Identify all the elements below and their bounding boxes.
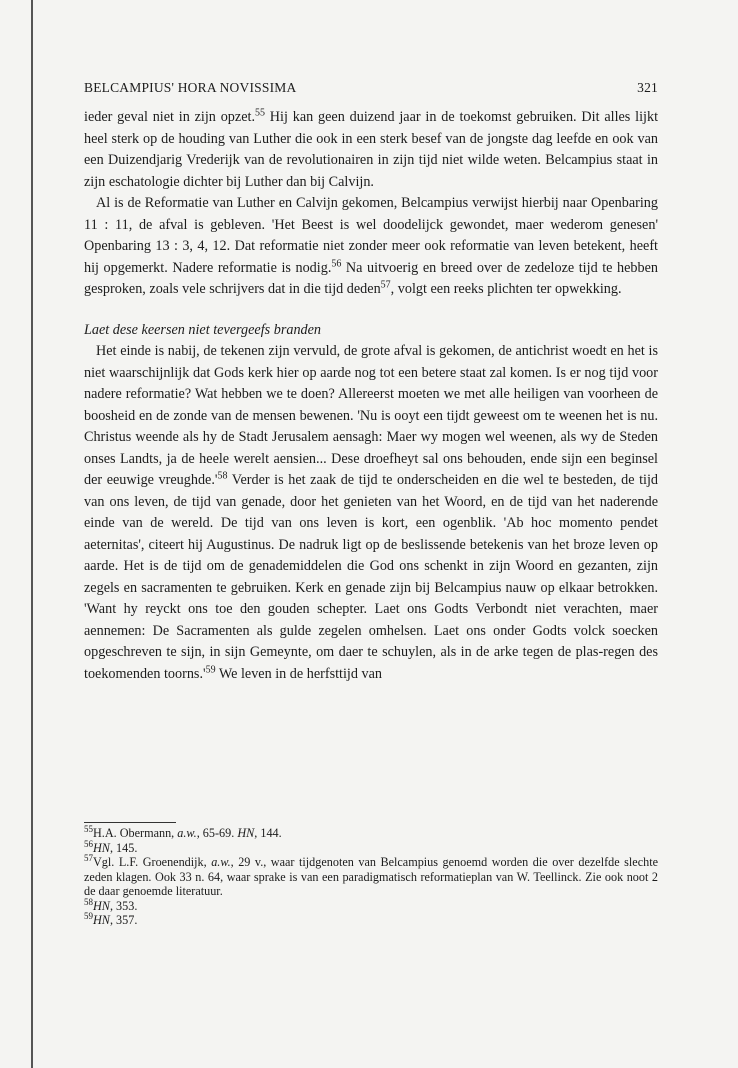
footnote-number: 55 [84,823,93,834]
footnote-text: , 145. [109,840,138,855]
footnote-divider [84,822,176,823]
paragraph-2-text-a: Al is de Reformatie van Luther en Calvijn gekomen, Belcampius verwijst hierbij naar Openbaring 11 : 11, de afval is gebleven. 'Het Beest is wel doodelijck gewondet, maer wederom genesen' Openbaring 13 : 3, 4, 12. Dat reformatie niet zonder meer ook reformatie van leven betekent, heeft hij opgemerkt. Nadere reformatie is nodig. [84,195,658,276]
footnote-italic: HN [93,898,110,913]
paragraph-2 [84,193,658,301]
footnote-number: 59 [84,910,93,921]
footnote-55 [84,823,658,841]
paragraph-2-text-c: , volgt een reeks plichten ter opwekking. [390,281,622,297]
footnote-57 [84,852,659,899]
footnote-ref-59: 59 [205,663,216,675]
footnote-text: , 65-69. [196,826,238,840]
footnote-italic: HN [237,826,255,840]
footnotes [84,823,659,928]
body-text [84,107,658,685]
footnote-ref-57: 57 [380,279,391,291]
section-heading [84,320,658,342]
running-header [84,80,658,96]
footnote-text: , 357. [109,913,138,927]
paragraph-2-text-b: Na uitvoerig en breed over de zedeloze tijd te hebben gesproken, zoals vele schrijvers dat in die tijd deden [84,259,658,297]
paragraph-1 [84,107,658,193]
footnote-text: H.A. Obermann, [93,826,178,840]
footnote-text: Vgl. L.F. Groenendijk, [93,855,212,869]
footnote-italic: HN [93,840,110,855]
paragraph-1-rest: Hij kan geen duizend jaar in de toekomst gebruiken. Dit alles lijkt heel sterk op de houding van Luther die ook in een sterk besef van de jongste dag leefde en ook van een Duizendjarig Vrederijk van de revolutionairen in zijn tijd niet wilde weten. Belcampius staat in zijn eschatologie dichter bij Luther dan bij Calvijn. [84,109,659,190]
footnote-italic: HN [93,913,110,927]
paragraph-3-text-c: We leven in de herfsttijd van [215,665,382,682]
footnote-56 [84,838,658,856]
footnote-number: 56 [84,838,93,849]
page-number: 321 [637,80,658,95]
footnote-ref-58: 58 [217,470,228,482]
footnote-ref-55: 55 [255,107,265,119]
footnote-ref-56: 56 [331,257,342,269]
section-heading-text: Laet dese keersen niet tevergeefs branden [84,321,322,338]
footnote-text: , 353. [109,898,138,913]
running-title: BELCAMPIUS' HORA NOVISSIMA [84,80,297,95]
paragraph-3-text-a: Het einde is nabij, de tekenen zijn vervuld, de grote afval is gekomen, de antichrist woedt en het is niet waarschijnlijk dat Gods kerk hier op aarde nog tot een betere staat zal komen. Is er nog tijd voor nadere reformatie? Wat hebben we te doen? Allereerst moeten we met alle heiligen van voorheen de boosheid en de zonde van de mensen bewenen. 'Nu is ooyt een tijdt geweest om te weenen het is nu. Christus weende als hy de Stadt Jerusalem aensagh: Maer wy mogen wel weenen, als wy de Steden onses Landts, ja de heele werelt aensien... Dese droefheyt sal ons behouden, ende sijn een beginsel der eeuwige vreughde.' [84,343,658,488]
footnote-italic: a.w. [211,855,231,869]
footnote-text: , 29 v., waar tijdgenoten van Belcampius genoemd worden die over dezelfde slechte zeden klagen. Ook 33 n. 64, waar sprake is van een paradigmatisch reformatieplan van W. Teellinck. Zie ook noot 2 de daar genoemde literatuur. [84,855,659,898]
paragraph-3 [84,341,658,685]
footnote-italic: a.w. [177,826,197,840]
footnote-59 [84,910,658,928]
footnote-number: 57 [84,852,93,863]
footnote-number: 58 [84,896,93,907]
footnote-text: , 144. [254,826,282,840]
paragraph-3-text-b: Verder is het zaak de tijd te onderscheiden en die wel te besteden, de tijd van ons leven, de tijd van genade, door het genieten van het Woord, en de tijd van het naderende einde van de wereld. De tijd van ons leven is kort, een ogenblik. 'Ab hoc momento pendet aeternitas', citeert hij Augustinus. De nadruk ligt op de beslissende betekenis van het broze leven op aarde. Het is de tijd om de genademiddelen die God ons schenkt in zijn Woord en gezanten, zijn zegels en sacramenten te gebruiken. Kerk en genade zijn bij Belcampius nauw op elkaar betrokken. 'Want hy reyckt ons toe den gouden schepter. Laet ons Godts Verbondt niet verachten, maer aennemen: De Sacramenten als gulde zegelen omhelsen. Laet ons onder Godts volck soecken opgeschreven te sijn, in sijn Gemeynte, om daer te schuylen, als in de arke tegen de plas-regen des toekomenden toorns.' [84,472,658,682]
footnote-58 [84,896,658,914]
paragraph-1-text: ieder geval niet in zijn opzet. [84,109,255,125]
scan-edge-line [31,0,33,1068]
